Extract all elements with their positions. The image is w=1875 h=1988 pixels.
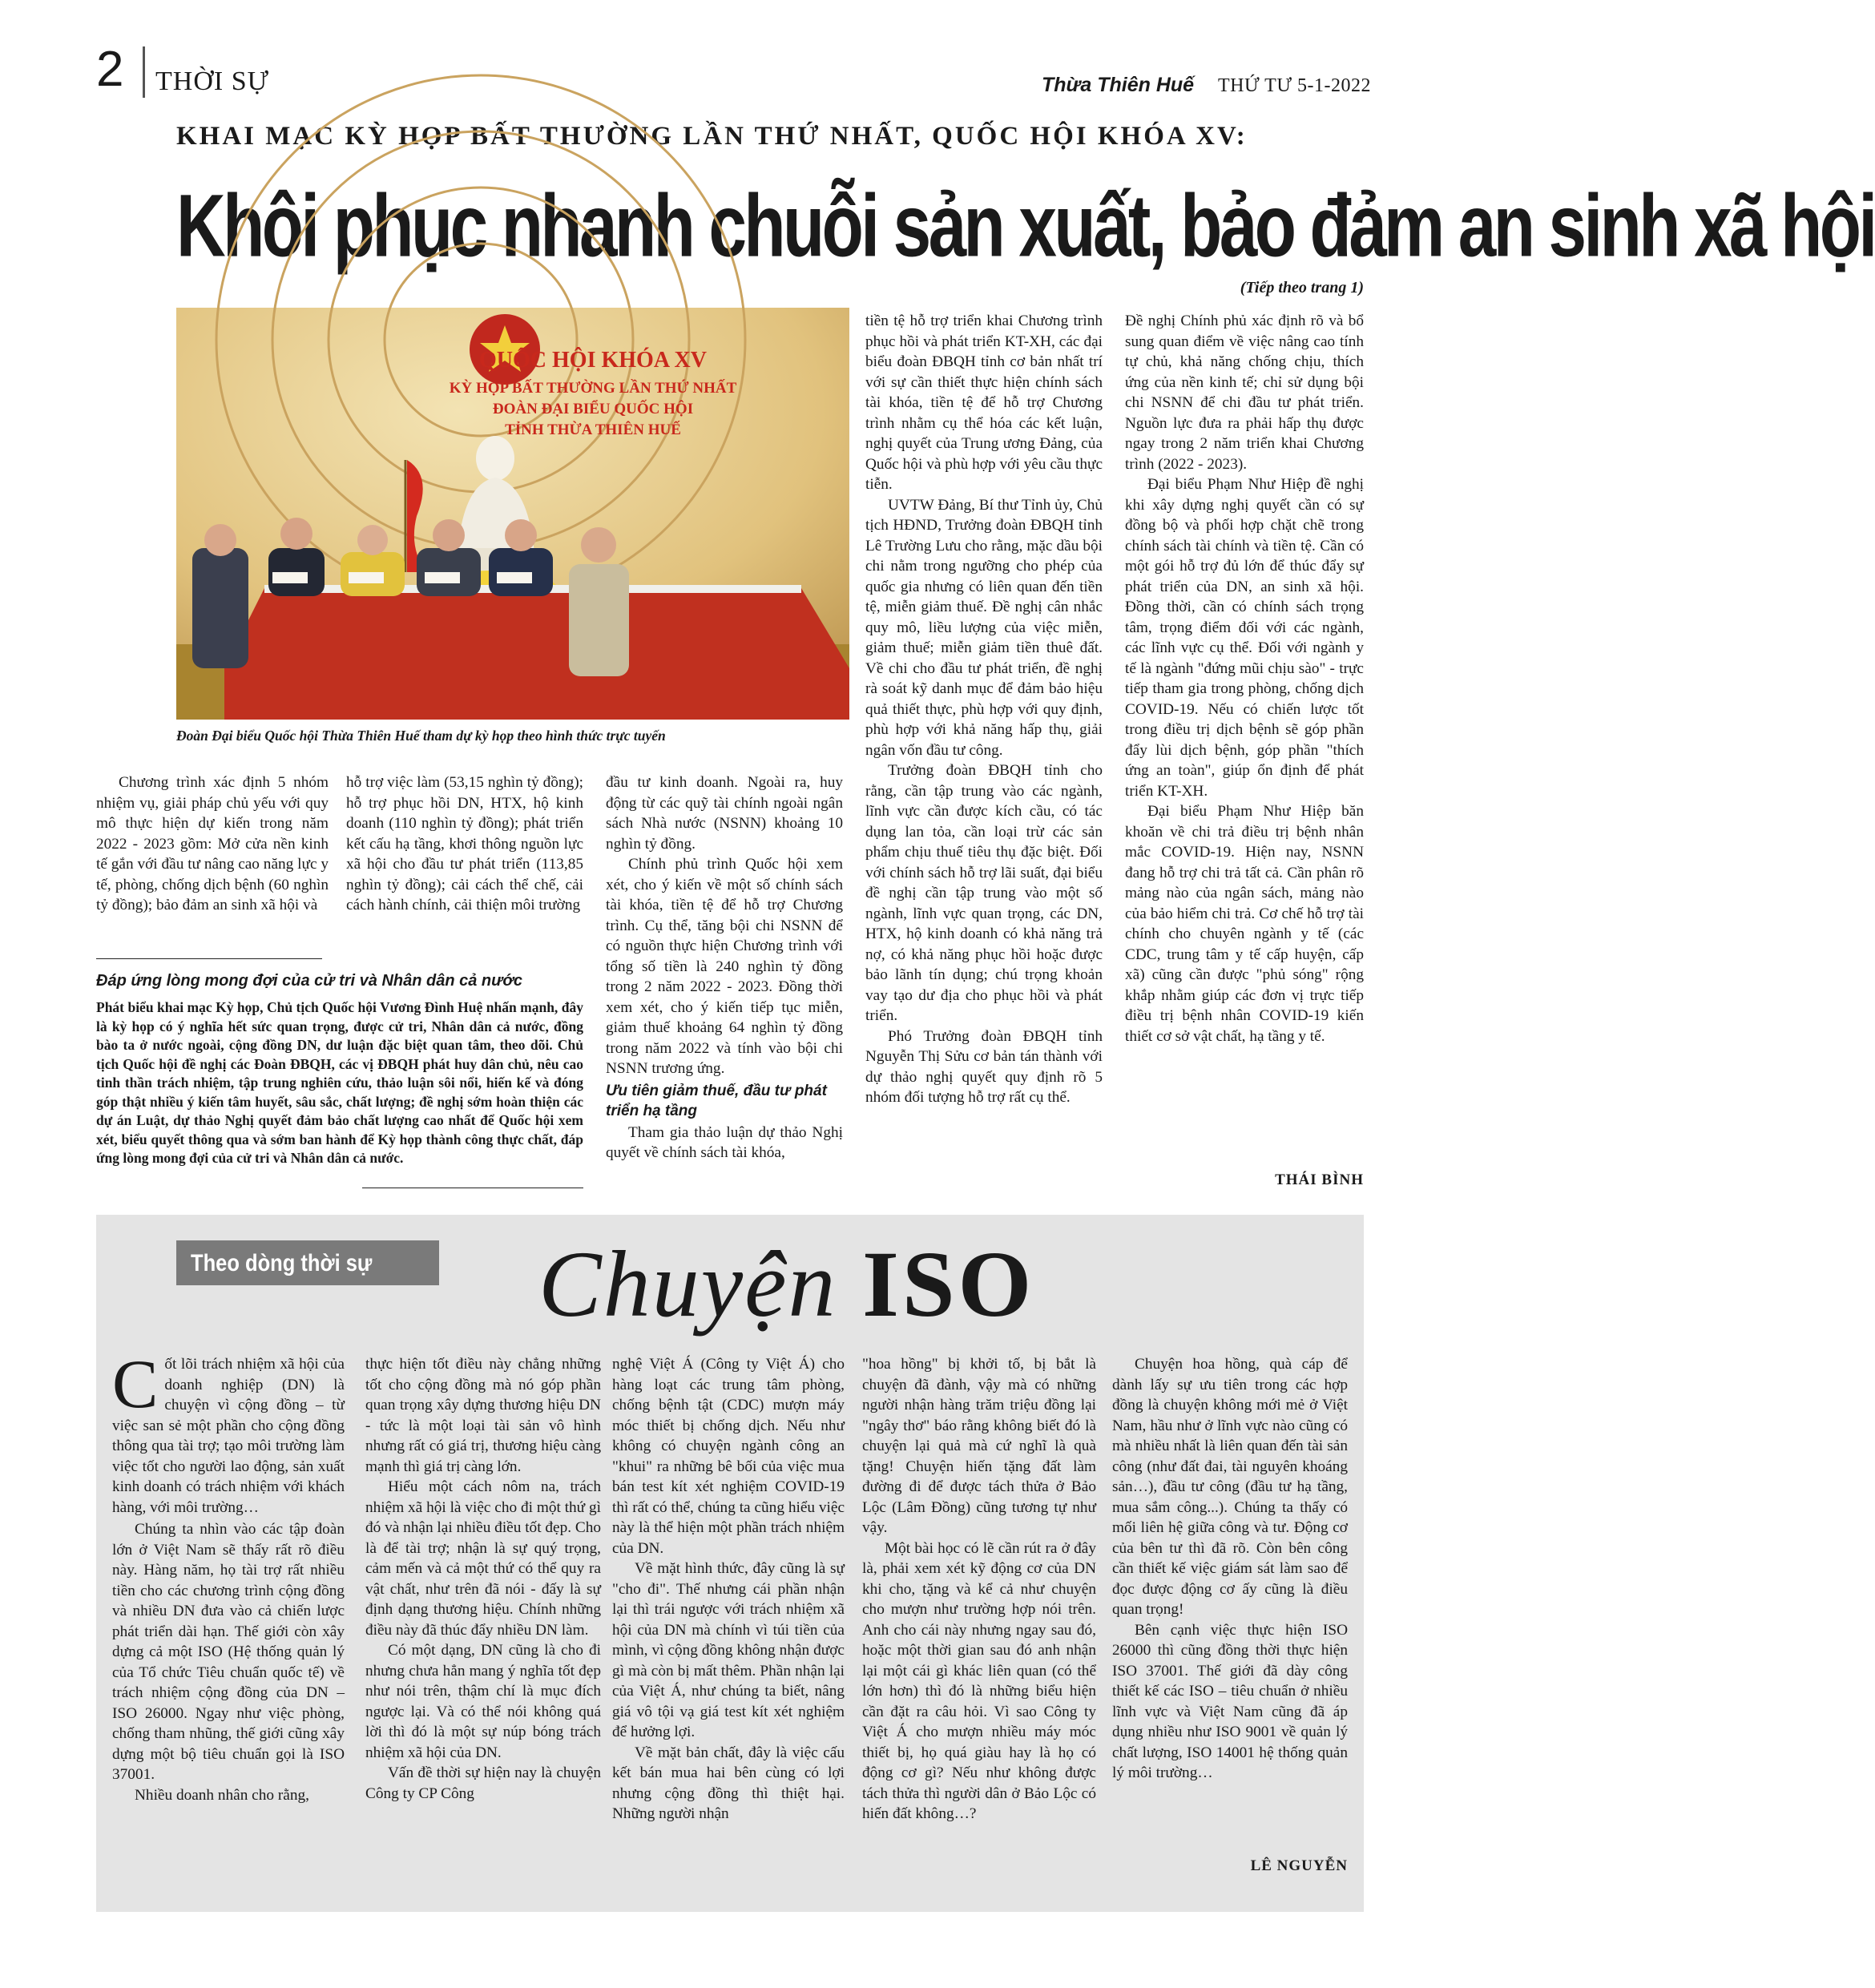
meeting-photo [176,308,849,720]
column-title [538,1224,1034,1345]
column-paragraph: Chúng ta nhìn vào các tập đoàn lớn ở Việt Nam sẽ thấy rất rõ điều này. Hàng năm, họ tài trợ rất nhiều tiền cho các chương trình cộng đồng và nhiều DN đưa vào cả chiến lược phát triển dài hạn. Thế giới còn xây dựng cả một ISO (Hệ thống quản lý của Tổ chức Tiêu chuẩn quốc tế) về trách nhiệm cộng đồng của DN – ISO 26000. Ngay như việc phòng, chống tham nhũng, thế giới cũng xây dựng một bộ tiêu chuẩn gọi là ISO 37001. [112,1521,345,1783]
article-subhead: Ưu tiên giảm thuế, đầu tư phát triển hạ tầng [606,1082,827,1119]
column-paragraph: "hoa hồng" bị khởi tố, bị bắt là chuyện đã đành, vậy mà có những người nhận hàng trăm triệu đồng lại "ngây thơ" báo rằng không biết đó là chuyện lại quả mà cứ nghĩ là quà tặng! Chuyện hiến tặng đất làm đường đi để được tách thửa ở Bảo Lộc (Lâm Đồng) cũng tương tự như vậy. [862,1356,1096,1536]
column-paragraph-rest: ốt lõi trách nhiệm xã hội của doanh nghiệp (DN) là chuyện vì cộng đồng – từ việc san sẻ một phần cho cộng đồng thông qua tài trợ; tạo môi trường làm việc tốt cho người lao động, sản xuất kinh doanh có trách nhiệm với khách hàng, với môi trường… [112,1356,345,1516]
drop-cap: C [112,1345,159,1422]
photo-banner-line-1: QUỐC HỘI KHÓA XV [479,348,707,373]
column-paragraph: Về mặt hình thức, đây cũng là sự "cho đi". Thế nhưng cái phần nhận lại thì trái ngược với trách nhiệm xã hội của DN mà chính vì túi tiền của mình, vì cộng đồng không nhận được gì mà còn bị mất thêm. Phần nhận lại của Việt Á, như chúng ta biết, nâng giá vô tội vạ giá test kít xét nghiệm để hưởng lợi. [612,1560,845,1740]
article-paragraph: Chính phủ trình Quốc hội xem xét, cho ý kiến về một số chính sách tài khóa, tiền tệ để hỗ trợ Chương trình. Cụ thể, tăng bội chi NSNN để có nguồn thực hiện Chương trình với tổng số tiền là 240 nghìn tỷ đồng trong 2 năm 2022 - 2023. Đồng thời xem xét, cho ý kiến tiếp tục miễn, giảm thuế khoảng 64 nghìn tỷ đồng trong năm 2022 và tính vào bội chi NSNN trương ứng. [606,856,843,1077]
article-column-2 [346,772,583,916]
column-signature: LÊ NGUYỄN [1250,1857,1348,1874]
column-paragraph: Về mặt bản chất, đây là việc cấu kết bán mua hai bên cùng có lợi nhưng cộng đồng thì thiệt hại. Những người nhận [612,1744,845,1822]
photo-caption: Đoàn Đại biểu Quốc hội Thừa Thiên Huế tham dự kỳ họp theo hình thức trực tuyến [176,728,666,744]
column-paragraph: Bên cạnh việc thực hiện ISO 26000 thì cũng đồng thời thực hiện ISO 37001. Thế giới đã dày công thiết kế các ISO – tiêu chuẩn ở nhiều lĩnh vực và Việt Nam cũng đã áp dụng nhiều như ISO 9001 về quản lý chất lượng, ISO 14001 hệ thống quản lý môi trường… [1112,1621,1348,1781]
column-paragraph: Nhiều doanh nhân cho rằng, [135,1786,309,1804]
photo-banner-line-3: ĐOÀN ĐẠI BIỂU QUỐC HỘI [492,401,694,417]
article-paragraph: Trưởng đoàn ĐBQH tỉnh cho rằng, cần tập trung vào các ngành, lĩnh vực cần được kích cầu, có tác dụng lan tỏa, cần loại trừ các sản phẩm chịu thuế tiêu thụ đặc biệt. Đối với chính sách hỗ trợ lãi suất, đại biểu đề nghị cần tập trung vào một số ngành, lĩnh vực quan trọng, các DN, HTX, hộ kinh doanh có khả năng trả nợ, có khả năng phục hồi hoặc được bảo lãnh tín dụng; chú trọng khoản vay tạo dư địa cho phục hồi và phát triển. [865,762,1103,1024]
column-text-4 [862,1354,1096,1825]
article-column-4 [865,311,1103,1108]
meeting-table [224,588,849,720]
statue-head [476,436,514,481]
article-paragraph: UVTW Đảng, Bí thư Tỉnh ủy, Chủ tịch HĐND, Trưởng đoàn ĐBQH tỉnh Lê Trường Lưu cho rằng, mặc dầu bội chi nằm trong ngưỡng cho phép của quốc gia nhưng có liên quan đến tiền tệ, miễn giảm thuế. Đề nghị cân nhắc quy mô, liều lượng của việc miễn, giảm thuế; miễn giảm tiền thuê đất. Về chi cho đầu tư phát triển, đề nghị rà soát kỹ danh mục để đảm bảo hiệu quả thiết thực, phù hợp với quy định, phù hợp với khả năng hấp thụ, giải ngân vốn đầu tư công. [865,496,1103,759]
sidebar-title: Đáp ứng lòng mong đợi của cử tri và Nhân dân cả nước [96,972,522,990]
column-text-2 [365,1354,601,1804]
page-number: 2 [96,42,124,97]
column-paragraph: thực hiện tốt điều này chẳng những tốt cho cộng đồng mà nó góp phần quan trọng xây dựng thương hiệu DN - tức là một loại tài sản vô hình nhưng rất có giá trị, thương hiệu càng mạnh thì giá trị càng lớn. [365,1356,601,1475]
article-column-5 [1125,311,1364,1046]
column-paragraph: Một bài học có lẽ cần rút ra ở đây là, phải xem xét kỹ động cơ của DN khi cho, tặng và kể cả như chuyện cho mượn như trường hợp nói trên. Anh cho cái này nhưng ngay sau đó, hoặc một thời gian sau đó anh nhận lại một cái gì khác liên quan (có thể lớn hơn) thì đó là những biểu hiện cần đặt ra câu hỏi. Vì sao Công ty Việt Á cho mượn nhiều máy móc thiết bị, họ quá giàu hay là họ có động cơ gì? Nếu như không được tách thửa thì người dân ở Bảo Lộc có hiến đất không…? [862,1539,1096,1822]
photo-banner-line-4: TỈNH THỪA THIÊN HUẾ [505,421,681,438]
column-title-bold: ISO [861,1232,1035,1337]
sidebar-top-rule [96,958,322,959]
column-paragraph: Hiểu một cách nôm na, trách nhiệm xã hội là việc cho đi một thứ gì đó và nhận lại nhiều điều tốt đẹp. Cho là để tài trợ; nhận là sự quý trọng, cảm mến và cả một thứ có thể quy ra vật chất, như trên đã nói - đấy là sự định dạng thương hiệu. Chính những điều này đã thúc đẩy nhiều DN làm. [365,1478,601,1639]
article-column-3 [606,772,843,1163]
newspaper-name: Thừa Thiên Huế [1042,74,1195,96]
column-text-1 [112,1345,345,1805]
article-paragraph: Phó Trưởng đoàn ĐBQH tỉnh Nguyễn Thị Sửu cơ bản tán thành với dự thảo nghị quyết quy định rõ 5 nhóm đối tượng hỗ trợ rất cụ thể. [865,1027,1103,1106]
publication-date: THỨ TƯ 5-1-2022 [1218,75,1371,96]
column-paragraph: nghệ Việt Á (Công ty Việt Á) cho hàng loạt các trung tâm phòng, chống bệnh tật (CDC) mượn máy móc thiết bị chống dịch. Nếu như không có chuyện ngành công an "khui" ra những bê bối của việc mua bán test kít xét nghiệm COVID-19 thì rất có thể, chúng ta cũng hiểu việc này là thể hiện một phần trách nhiệm của DN. [612,1356,845,1557]
column-paragraph [112,1345,345,1518]
article-paragraph: Đại biểu Phạm Như Hiệp đề nghị khi xây dựng nghị quyết cần có sự đồng bộ và phối hợp chặt chẽ trong chính sách tài chính và tiền tệ. Cần có một gói hỗ trợ đủ lớn để thúc đẩy sự phát triển của DN, an sinh xã hội. Đồng thời, cần có chính sách trọng tâm, trọng điểm đối với các ngành, các lĩnh vực cụ thể. Đối với ngành y tế là ngành "đứng mũi chịu sào" - trực tiếp tham gia trong phòng, chống dịch COVID-19. Nếu có chiến lược tốt trong điều trị dịch bệnh sẽ góp phần đẩy lùi dịch bệnh, góp phần "thích ứng an toàn", giúp ổn định để phát triển KT-XH. [1125,476,1364,800]
sidebar-text: Phát biểu khai mạc Kỳ họp, Chủ tịch Quốc hội Vương Đình Huệ nhấn mạnh, đây là kỳ họp có ý nghĩa hết sức quan trọng, được cử tri, Nhân dân cả nước, đồng bào ta ở nước ngoài, cộng đồng DN, dư luận đặc biệt quan tâm, theo dõi. Chủ tịch Quốc hội đề nghị các Đoàn ĐBQH, các vị ĐBQH phát huy dân chủ, nêu cao tinh thần trách nhiệm, tập trung nghiên cứu, thảo luận sôi nổi, hiến kế và đóng góp thật nhiều ý kiến tâm huyết, sâu sắc, chất lượng; đề nghị sớm hoàn thiện các dự án Luật, dự thảo Nghị quyết đảm bảo chất lượng cao nhất để Quốc hội xem xét, biểu quyết thông qua và sớm ban hành để Kỳ họp thành công thực chất, đáp ứng lòng mong đợi của cử tri và Nhân dân cả nước. [96,999,583,1166]
section-label: THỜI SỰ [155,67,269,96]
column-paragraph: Vấn đề thời sự hiện nay là chuyện Công ty CP Công [365,1764,601,1802]
article-signature: THÁI BÌNH [1275,1171,1364,1188]
column-title-italic: Chuyện [538,1232,837,1337]
article-kicker: KHAI MẠC KỲ HỌP BẤT THƯỜNG LẦN THỨ NHẤT, QUỐC HỘI KHÓA XV: [176,122,1248,151]
column-text-5 [1112,1354,1348,1784]
article-paragraph: Chương trình xác định 5 nhóm nhiệm vụ, giải pháp chủ yếu với quy mô thực hiện dự kiến trong năm 2022 - 2023 gồm: Mở cửa nền kinh tế gắn với đầu tư nâng cao năng lực y tế, phòng, chống dịch bệnh (60 nghìn tỷ đồng); bảo đảm an sinh xã hội và [96,774,329,913]
article-headline: Khôi phục nhanh chuỗi sản xuất, bảo đảm an sinh xã hội [176,176,1875,276]
column-paragraph: Có một dạng, DN cũng là cho đi nhưng chưa hẳn mang ý nghĩa tốt đẹp như nói trên, thậm chí là mục đích ngược lại. Và có thể nói không quá lời thì đó là một sự núp bóng trách nhiệm xã hội của DN. [365,1642,601,1761]
article-paragraph: Đề nghị Chính phủ xác định rõ và bổ sung quan điểm về việc nâng cao tính tự chủ, khả năng chống chịu, thích ứng của nền kinh tế; chỉ sử dụng bội chi NSNN để chi đầu tư phát triển. Nguồn lực đưa ra phải hấp thụ được ngay trong 2 năm triển khai Chương trình (2022 - 2023). [1125,313,1364,473]
article-column-1 [96,772,329,916]
meeting-photo-illustration [176,308,849,720]
column-text-3 [612,1354,845,1825]
column-tag: Theo dòng thời sự [191,1250,373,1276]
article-paragraph: hỗ trợ việc làm (53,15 nghìn tỷ đồng); hỗ trợ phục hồi DN, HTX, hộ kinh doanh (110 nghìn tỷ đồng); phát triển kết cấu hạ tầng, khơi thông nguồn lực xã hội cho đầu tư phát triển (113,85 nghìn tỷ đồng); cải cách thể chế, cải cách hành chính, cải thiện môi trường [346,774,583,913]
article-paragraph: Đại biểu Phạm Như Hiệp băn khoăn về chi trả điều trị bệnh nhân mắc COVID-19. Hiện nay, NSNN đang hỗ trợ chi trả tất cả. Cần phân rõ mảng nào của ngân sách, mảng nào của bảo hiểm chi trả. Cơ chế hỗ trợ tài chính cho chuyên ngành y tế (các CDC, trung tâm y tế cấp huyện, cấp xã) cũng cần được "phủ sóng" rộng khắp nhằm giúp các đơn vị trực tiếp điều trị bệnh nhân COVID-19 kiến thiết cơ sở vật chất, hạ tầng y tế. [1125,803,1364,1045]
photo-banner-line-2: KỲ HỌP BẤT THƯỜNG LẦN THỨ NHẤT [449,380,737,397]
continued-note: (Tiếp theo trang 1) [1240,279,1364,296]
article-paragraph: Tham gia thảo luận dự thảo Nghị quyết về chính sách tài khóa, [606,1123,843,1161]
header-divider [143,46,145,98]
article-paragraph: tiền tệ hỗ trợ triển khai Chương trình phục hồi và phát triển KT-XH, các đại biểu đoàn ĐBQH tỉnh cơ bản nhất trí với sự cần thiết thực hiện chính sách tài khóa, tiền tệ để hỗ trợ Chương trình nhằm cụ thể hóa các kết luận, nghị quyết của Trung ương Đảng, của Quốc hội và phù hợp với yêu cầu thực tiễn. [865,313,1103,493]
article-paragraph: đầu tư kinh doanh. Ngoài ra, huy động từ các quỹ tài chính ngoài ngân sách Nhà nước (NSNN) khoảng 10 nghìn tỷ đồng. [606,774,843,853]
column-paragraph: Chuyện hoa hồng, quà cáp để dành lấy sự ưu tiên trong các hợp đồng là chuyện không mới mẻ ở Việt Nam, hầu như ở lĩnh vực nào cũng có mà nhiều nhất là liên quan đến tài sản công (như đất đai, tài nguyên khoáng sản…), đầu tư công (đầu tư hạ tầng, mua sắm công...). Chúng ta thấy có mối liên hệ giữa công và tư. Động cơ của bên tư thì đã rõ. Còn bên công cần thiết kế việc giám sát làm sao để đọc được động cơ ấy cũng là điều quan trọng! [1112,1356,1348,1618]
